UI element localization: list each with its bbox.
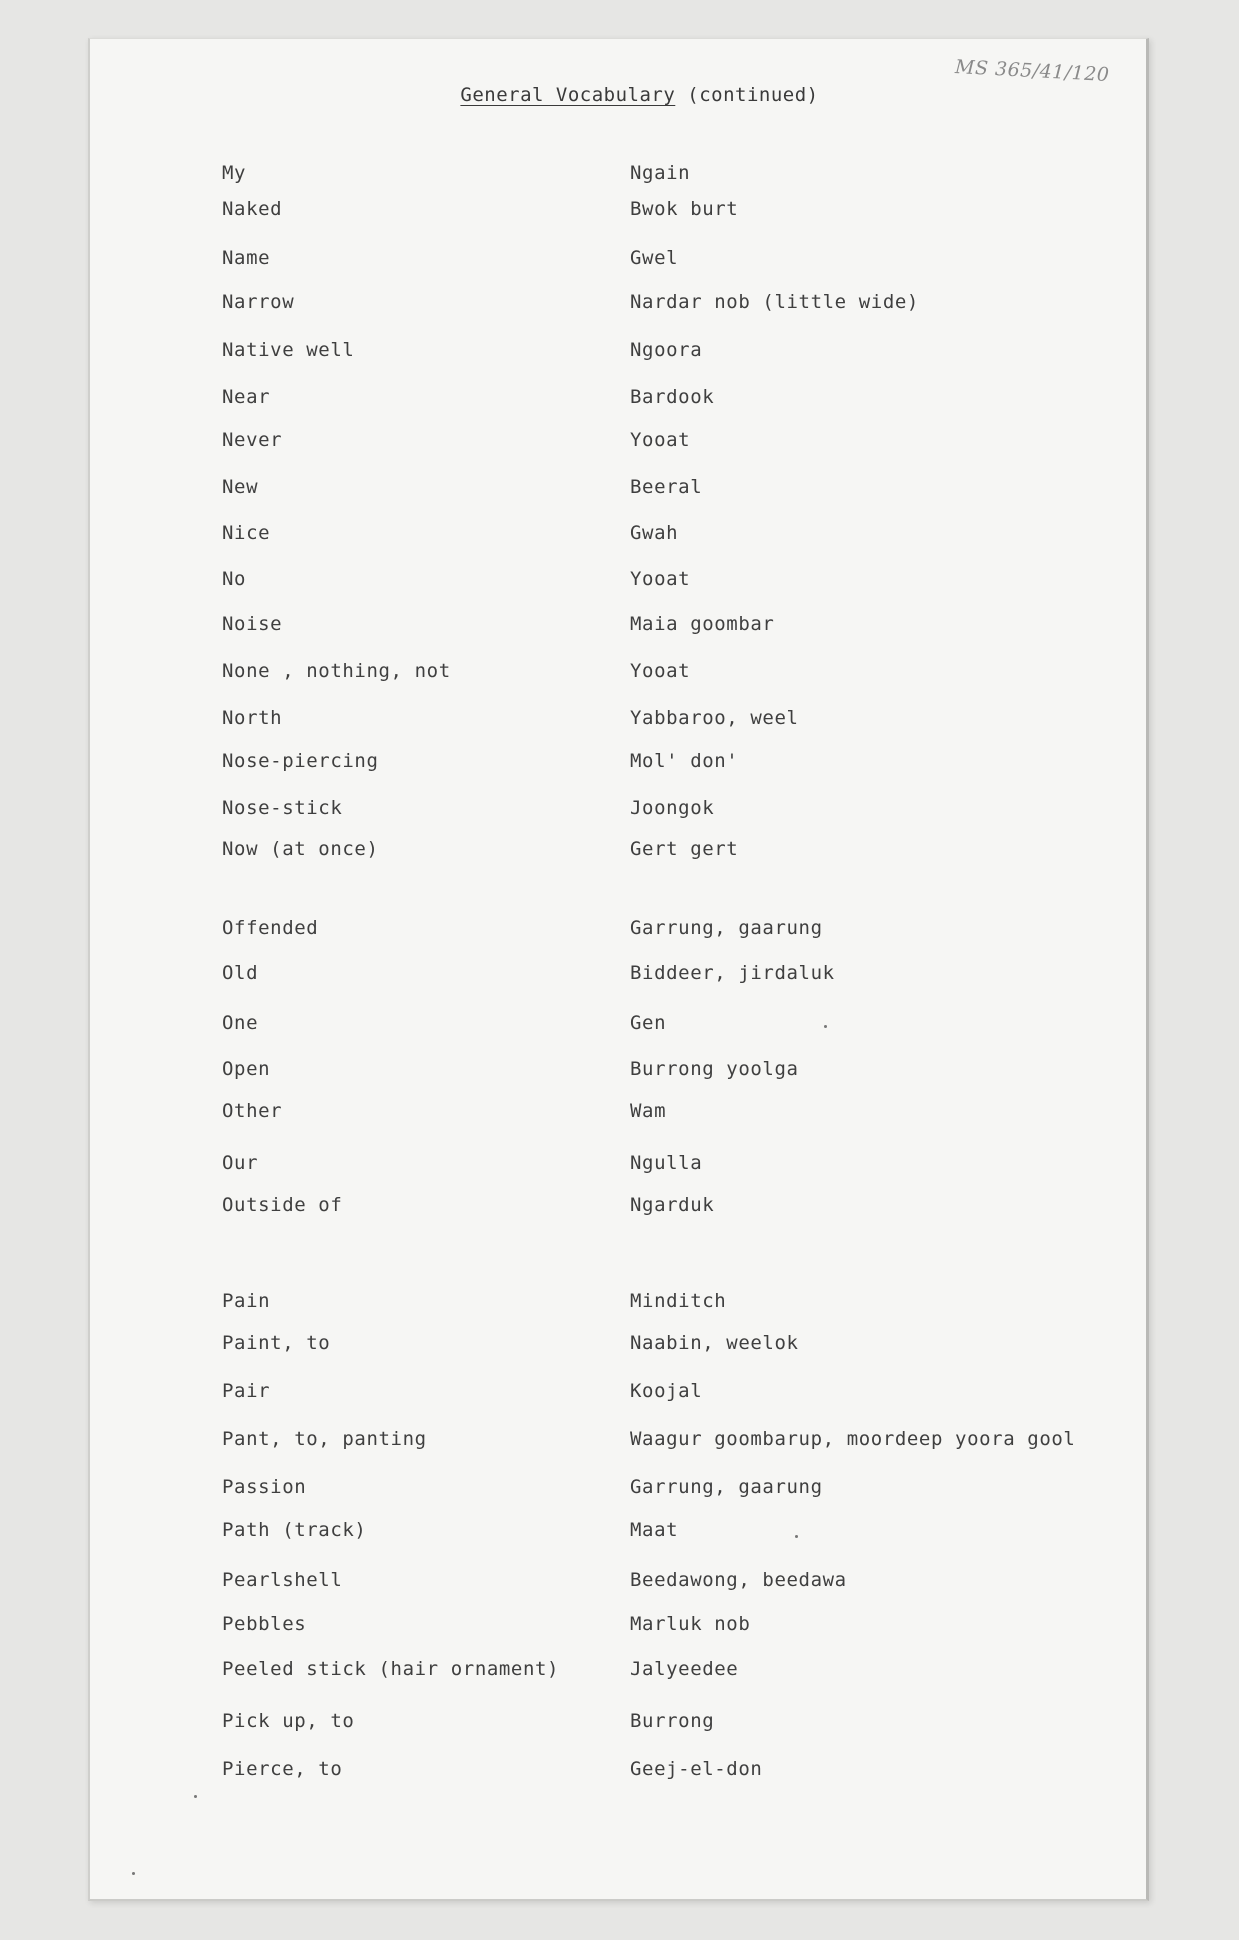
vocabulary-entry <box>0 750 1239 778</box>
native-term: Jalyeedee <box>630 1658 739 1680</box>
vocabulary-entry <box>0 1332 1239 1360</box>
vocabulary-entry <box>0 247 1239 275</box>
vocabulary-entry <box>0 707 1239 735</box>
english-term: Pearlshell <box>222 1569 343 1591</box>
vocabulary-entry <box>0 568 1239 596</box>
english-term: Open <box>222 1058 271 1080</box>
paper-speck <box>824 1025 827 1028</box>
native-term: Garrung, gaarung <box>630 1476 823 1498</box>
english-term: Path (track) <box>222 1519 367 1541</box>
native-term: Maia goombar <box>630 613 775 635</box>
vocabulary-entry <box>0 1710 1239 1738</box>
vocabulary-entry <box>0 613 1239 641</box>
native-term: Yooat <box>630 568 691 590</box>
vocabulary-entry <box>0 838 1239 866</box>
native-term: Geej-el-don <box>630 1758 763 1780</box>
paper-speck <box>132 1872 135 1875</box>
english-term: Offended <box>222 917 319 939</box>
english-term: Other <box>222 1100 283 1122</box>
vocabulary-entry <box>0 1569 1239 1597</box>
english-term: New <box>222 476 259 498</box>
native-term: Waagur goombarup, moordeep yoora gool <box>630 1428 1076 1450</box>
native-term: Beeral <box>630 476 703 498</box>
native-term: Gert gert <box>630 838 739 860</box>
vocabulary-entry <box>0 476 1239 504</box>
english-term: Name <box>222 247 271 269</box>
english-term: One <box>222 1012 259 1034</box>
native-term: Burrong yoolga <box>630 1058 799 1080</box>
english-term: No <box>222 568 247 590</box>
english-term: My <box>222 162 247 184</box>
vocabulary-entry <box>0 797 1239 825</box>
native-term: Naabin, weelok <box>630 1332 799 1354</box>
english-term: Pierce, to <box>222 1758 343 1780</box>
vocabulary-entry <box>0 1758 1239 1786</box>
vocabulary-entry <box>0 291 1239 319</box>
english-term: Narrow <box>222 291 295 313</box>
vocabulary-entry <box>0 1380 1239 1408</box>
native-term: Marluk nob <box>630 1613 751 1635</box>
english-term: Outside of <box>222 1194 343 1216</box>
english-term: None , nothing, not <box>222 660 451 682</box>
vocabulary-entry <box>0 1012 1239 1040</box>
english-term: Our <box>222 1152 259 1174</box>
vocabulary-entry <box>0 962 1239 990</box>
native-term: Mol' don' <box>630 750 739 772</box>
english-term: Pick up, to <box>222 1710 355 1732</box>
english-term: Nose-stick <box>222 797 343 819</box>
native-term: Yabbaroo, weel <box>630 707 799 729</box>
vocabulary-entry <box>0 339 1239 367</box>
native-term: Ngoora <box>630 339 703 361</box>
english-term: Native well <box>222 339 355 361</box>
english-term: Noise <box>222 613 283 635</box>
title-main: General Vocabulary <box>460 84 676 106</box>
english-term: Pant, to, panting <box>222 1428 427 1450</box>
native-term: Gen <box>630 1012 667 1034</box>
vocabulary-entry <box>0 429 1239 457</box>
native-term: Yooat <box>630 429 691 451</box>
native-term: Burrong <box>630 1710 715 1732</box>
english-term: Pebbles <box>222 1613 307 1635</box>
vocabulary-entry <box>0 917 1239 945</box>
native-term: Ngain <box>630 162 691 184</box>
native-term: Ngarduk <box>630 1194 715 1216</box>
native-term: Minditch <box>630 1290 727 1312</box>
archive-reference: MS 365/41/120 <box>954 55 1111 87</box>
native-term: Maat <box>630 1519 679 1541</box>
vocabulary-entry <box>0 1428 1239 1456</box>
vocabulary-entry <box>0 660 1239 688</box>
english-term: Peeled stick (hair ornament) <box>222 1658 560 1680</box>
native-term: Ngulla <box>630 1152 703 1174</box>
english-term: Paint, to <box>222 1332 331 1354</box>
native-term: Garrung, gaarung <box>630 917 823 939</box>
native-term: Gwah <box>630 522 679 544</box>
english-term: Naked <box>222 198 283 220</box>
english-term: Never <box>222 429 283 451</box>
english-term: Near <box>222 386 271 408</box>
english-term: North <box>222 707 283 729</box>
vocabulary-entry <box>0 198 1239 226</box>
english-term: Old <box>222 962 259 984</box>
native-term: Joongok <box>630 797 715 819</box>
vocabulary-entry <box>0 1100 1239 1128</box>
paper-speck <box>194 1795 197 1798</box>
vocabulary-entry <box>0 1476 1239 1504</box>
vocabulary-entry <box>0 1658 1239 1686</box>
english-term: Nose-piercing <box>222 750 379 772</box>
vocabulary-entry <box>0 1194 1239 1222</box>
vocabulary-entry <box>0 522 1239 550</box>
native-term: Nardar nob (little wide) <box>630 291 919 313</box>
vocabulary-entry <box>0 1152 1239 1180</box>
vocabulary-entry <box>0 1613 1239 1641</box>
english-term: Pain <box>222 1290 271 1312</box>
english-term: Nice <box>222 522 271 544</box>
english-term: Pair <box>222 1380 271 1402</box>
native-term: Wam <box>630 1100 667 1122</box>
paper-speck <box>795 1535 798 1538</box>
native-term: Yooat <box>630 660 691 682</box>
vocabulary-entry <box>0 162 1239 190</box>
native-term: Biddeer, jirdaluk <box>630 962 835 984</box>
native-term: Bwok burt <box>630 198 739 220</box>
native-term: Gwel <box>630 247 679 269</box>
vocabulary-entry <box>0 1519 1239 1547</box>
native-term: Koojal <box>630 1380 703 1402</box>
vocabulary-entry <box>0 1058 1239 1086</box>
title-suffix: (continued) <box>687 84 819 106</box>
english-term: Now (at once) <box>222 838 379 860</box>
native-term: Beedawong, beedawa <box>630 1569 847 1591</box>
vocabulary-entry <box>0 386 1239 414</box>
native-term: Bardook <box>630 386 715 408</box>
english-term: Passion <box>222 1476 307 1498</box>
vocabulary-entry <box>0 1290 1239 1318</box>
page-title <box>0 84 1239 106</box>
